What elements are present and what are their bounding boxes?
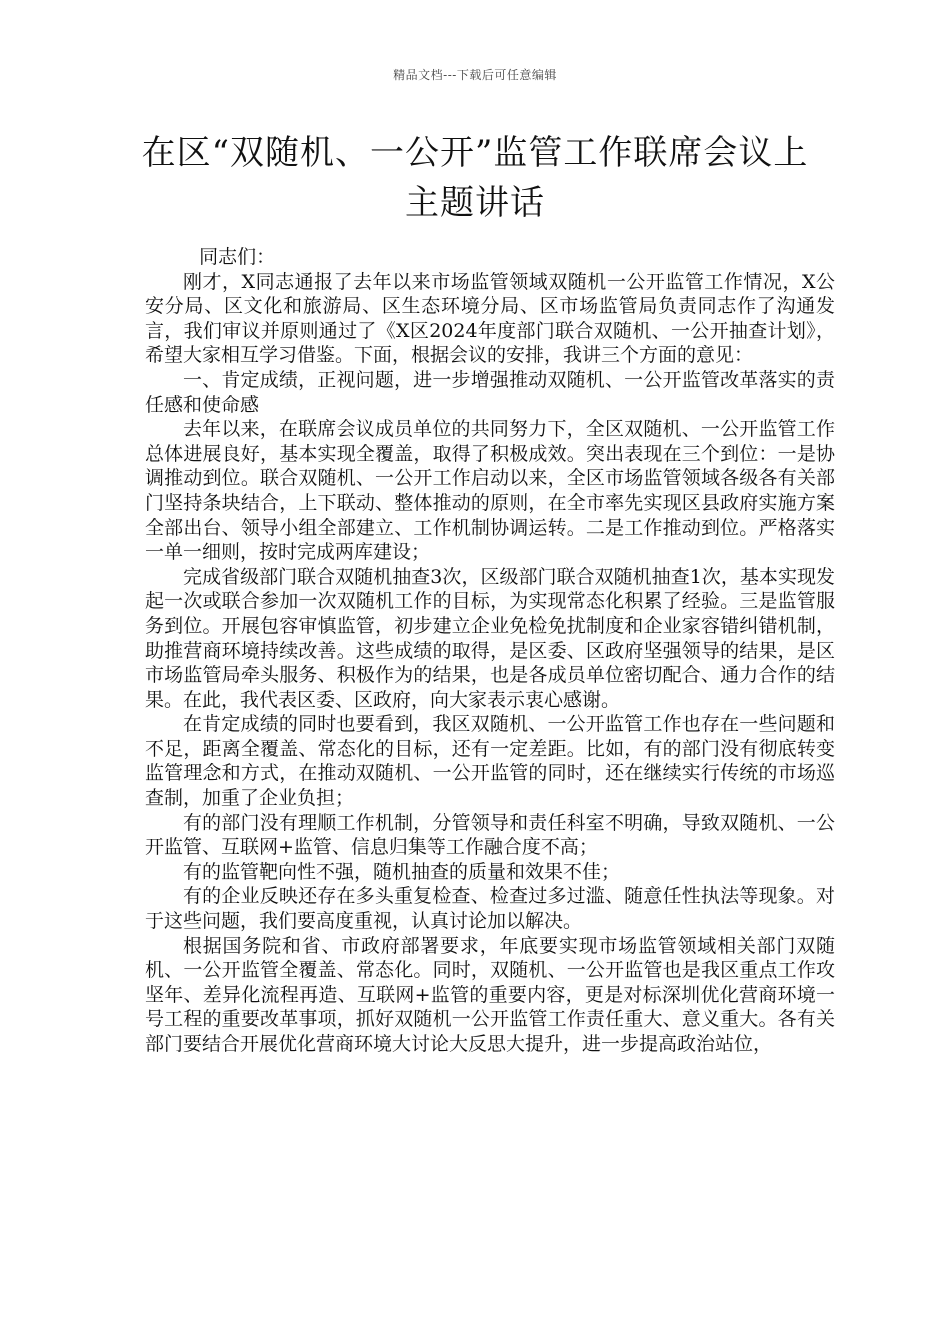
greeting: 同志们： (199, 246, 276, 268)
document-title: 在区“双随机、一公开”监管工作联席会议上主题讲话 (141, 133, 809, 223)
header-note: 精品文档---下载后可任意编辑 (393, 68, 557, 82)
paragraph: 根据国务院和省、市政府部署要求，年底要实现市场监管领域相关部门双随机、一公开监管全覆盖、常态化。同时，双随机、一公开监管也是我区重点工作攻坚年、差异化流程再造、互联网+监管的重要内容，更是对标深圳优化营商环境一号工程的重要改革事项，抓好双随机一公开监管工作责任重大、意义重大。各有关部门要结合开展优化营商环境大讨论大反思大提升，进一步提高政治站位， (145, 934, 835, 1055)
paragraph: 有的监管靶向性不强，随机抽查的质量和效果不佳； (183, 860, 621, 883)
paragraph: 刚才，X同志通报了去年以来市场监管领域双随机一公开监管工作情况，X公安分局、区文化和旅游局、区生态环境分局、区市场监管局负责同志作了沟通发言，我们审议并原则通过了《X区2024年度部门联合双随机、一公开抽查计划》，希望大家相互学习借鉴。下面，根据会议的安排，我讲三个方面的意见： (145, 270, 835, 367)
paragraph: 有的企业反映还存在多头重复检查、检查过多过滥、随意任性执法等现象。对于这些问题，我们要高度重视，认真讨论加以解决。 (145, 885, 835, 933)
section-heading: 一、肯定成绩，正视问题，进一步增强推动双随机、一公开监管改革落实的责任感和使命感 (145, 368, 835, 416)
paragraph: 在肯定成绩的同时也要看到，我区双随机、一公开监管工作也存在一些问题和不足，距离全覆盖、常态化的目标，还有一定差距。比如，有的部门没有彻底转变监管理念和方式，在推动双随机、一公开监管的同时，还在继续实行传统的市场巡查制，加重了企业负担； (145, 713, 835, 810)
paragraph: 有的部门没有理顺工作机制，分管领导和责任科室不明确，导致双随机、一公开监管、互联网+监管、信息归集等工作融合度不高； (145, 811, 835, 859)
document-body (145, 245, 835, 1057)
paragraph: 完成省级部门联合双随机抽查3次，区级部门联合双随机抽查1次，基本实现发起一次或联合参加一次双随机工作的目标，为实现常态化积累了经验。三是监管服务到位。开展包容审慎监管，初步建立企业免检免扰制度和企业家容错纠错机制，助推营商环境持续改善。这些成绩的取得，是区委、区政府坚强领导的结果，是区市场监管局牵头服务、积极作为的结果，也是各成员单位密切配合、通力合作的结果。在此，我代表区委、区政府，向大家表示衷心感谢。 (145, 565, 835, 711)
paragraph: 去年以来，在联席会议成员单位的共同努力下，全区双随机、一公开监管工作总体进展良好，基本实现全覆盖，取得了积极成效。突出表现在三个到位：一是协调推动到位。联合双随机、一公开工作启动以来，全区市场监管领域各级各有关部门坚持条块结合，上下联动、整体推动的原则，在全市率先实现区县政府实施方案全部出台、领导小组全部建立、工作机制协调运转。二是工作推动到位。严格落实一单一细则，按时完成两库建设； (145, 418, 835, 564)
